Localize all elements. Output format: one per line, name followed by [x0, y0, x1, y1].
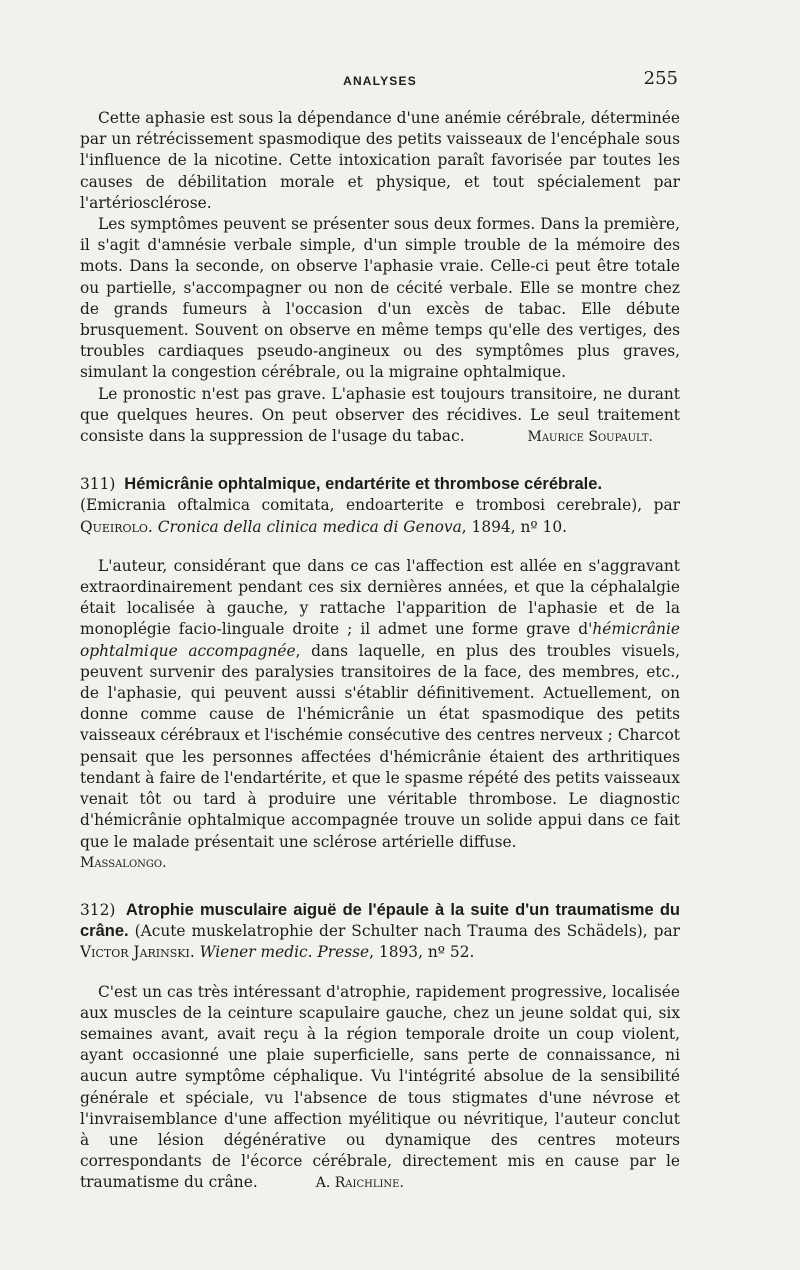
page-header [82, 66, 678, 94]
article-heading [80, 474, 680, 495]
reference-text: (Acute muskelatrophie der Schulter nach Trauma des Schädels), par [128, 922, 680, 941]
previous-article-section [80, 108, 680, 448]
article-title: Atrophie musculaire aiguë de l'épaule à la suite d'un traumatisme du crâne. [80, 900, 680, 941]
article-312 [80, 900, 680, 1195]
article-body-text: C'est un cas très intéressant d'atrophie, rapidement progressive, localisée aux muscles de la ceinture scapulaire gauche, chez un jeune soldat qui, six semaines avant, avait reçu à la région temporale droite un coup violent, ayant occasionné une plaie superficielle, sans perte de connaissance, ni aucun autre symptôme céphalique. Vu l'intégrité absolue de la sensibilité générale et spéciale, vu l'absence de tous stigmates d'une névrose et l'invraisemblance d'une affection myélitique ou névritique, l'auteur conclut à une lésion dégénérative ou dynamique des centres moteurs correspondants de l'écorce cérébrale, directement mis en cause par le traumatisme du crâne. [80, 982, 680, 1192]
article-body-italic: hémicrânie ophtalmique accompagnée [80, 620, 680, 660]
paragraph-prognosis [80, 384, 680, 449]
paragraph-symptoms: Les symptômes peuvent se présenter sous deux formes. Dans la première, il s'agit d'amnésie verbale simple, d'un simple trouble de la mémoire des mots. Dans la seconde, on observe l'aphasie vraie. Celle-ci peut être totale ou partielle, s'accompagner ou non de cécité verbale. Elle se montre chez de grands fumeurs à l'occasion d'un excès de tabac. Elle débute brusquement. Souvent on observe en même temps qu'elle des vertiges, des troubles cardiaques pseudo-angineux ou des symptômes plus graves, simulant la congestion cérébrale, ou la migraine ophtalmique. [80, 215, 680, 382]
page-number: 255 [643, 68, 678, 89]
paragraph-prognosis-text: Le pronostic n'est pas grave. L'aphasie est toujours transitoire, ne durant que quelques heures. On peut observer des récidives. Le seul traitement consiste dans la suppression de l'usage du tabac. [80, 384, 680, 446]
article-body-end: , dans laquelle, en plus des troubles visuels, peuvent survenir des paralysies transitoires de la face, des membres, etc., de l'aphasie, qui peuvent aussi s'établir définitivement. Actuellement, on donne comme cause de l'hémicrânie un état spasmodique des petits vaisseaux cérébraux et l'ischémie consécutive des centres nerveux ; Charcot pensait que les personnes affectées d'hémicrânie étaient des arthritiques tendant à faire de l'endartérite, et que le spasme répété des petits vaisseaux venait tôt ou tard à produire une véritable thrombose. Le diagnostic d'hémicrânie ophtalmique accompagnée trouve un solide appui dans ce fait que le malade présentait une sclérose artérielle diffuse. [80, 641, 680, 851]
reference-text: (Emicrania oftalmica comitata, endoarterite e trombosi cerebrale), par [80, 496, 680, 515]
reference-separator: . [189, 943, 200, 962]
author-signature: Maurice Soupault. [527, 429, 653, 446]
article-title: Hémicrânie ophtalmique, endartérite et thrombose cérébrale. [124, 475, 603, 494]
reference-author: Victor Jarinski [80, 943, 190, 962]
article-number: 311) [80, 475, 116, 494]
running-head: ANALYSES [343, 74, 417, 88]
article-body-start: L'auteur, considérant que dans ce cas l'affection est allée en s'aggravant extraordinairement pendant ces six dernières années, et que la céphalalgie était localisée à gauche, y rattache l'apparition de l'aphasie et de la monoplégie facio-linguale droite ; il admet une forme grave d' [80, 556, 680, 639]
author-signature: Massalongo. [80, 854, 167, 871]
author-signature: A. Raichline. [315, 1175, 404, 1192]
reference-journal: Cronica della clinica medica di Genova [157, 517, 462, 536]
reference-journal: Wiener medic. Presse [199, 943, 370, 962]
page-content [80, 108, 680, 1195]
article-heading [80, 900, 680, 964]
article-311 [80, 474, 680, 874]
article-body [80, 982, 680, 1195]
paragraph-aphasia-cause: Cette aphasie est sous la dépendance d'une anémie cérébrale, déterminée par un rétrécissement spasmodique des petits vaisseaux de l'encéphale sous l'influence de la nicotine. Cette intoxication paraît favorisée par toutes les causes de débilitation morale et physique, et tout spécialement par l'artériosclérose. [80, 109, 680, 212]
reference-separator: . [147, 517, 158, 536]
article-reference [80, 495, 680, 537]
article-number: 312) [80, 900, 116, 919]
article-body [80, 556, 680, 853]
reference-author: Queirolo [80, 517, 148, 536]
reference-year: , 1894, nº 10. [461, 517, 568, 536]
reference-year: , 1893, nº 52. [369, 943, 475, 962]
